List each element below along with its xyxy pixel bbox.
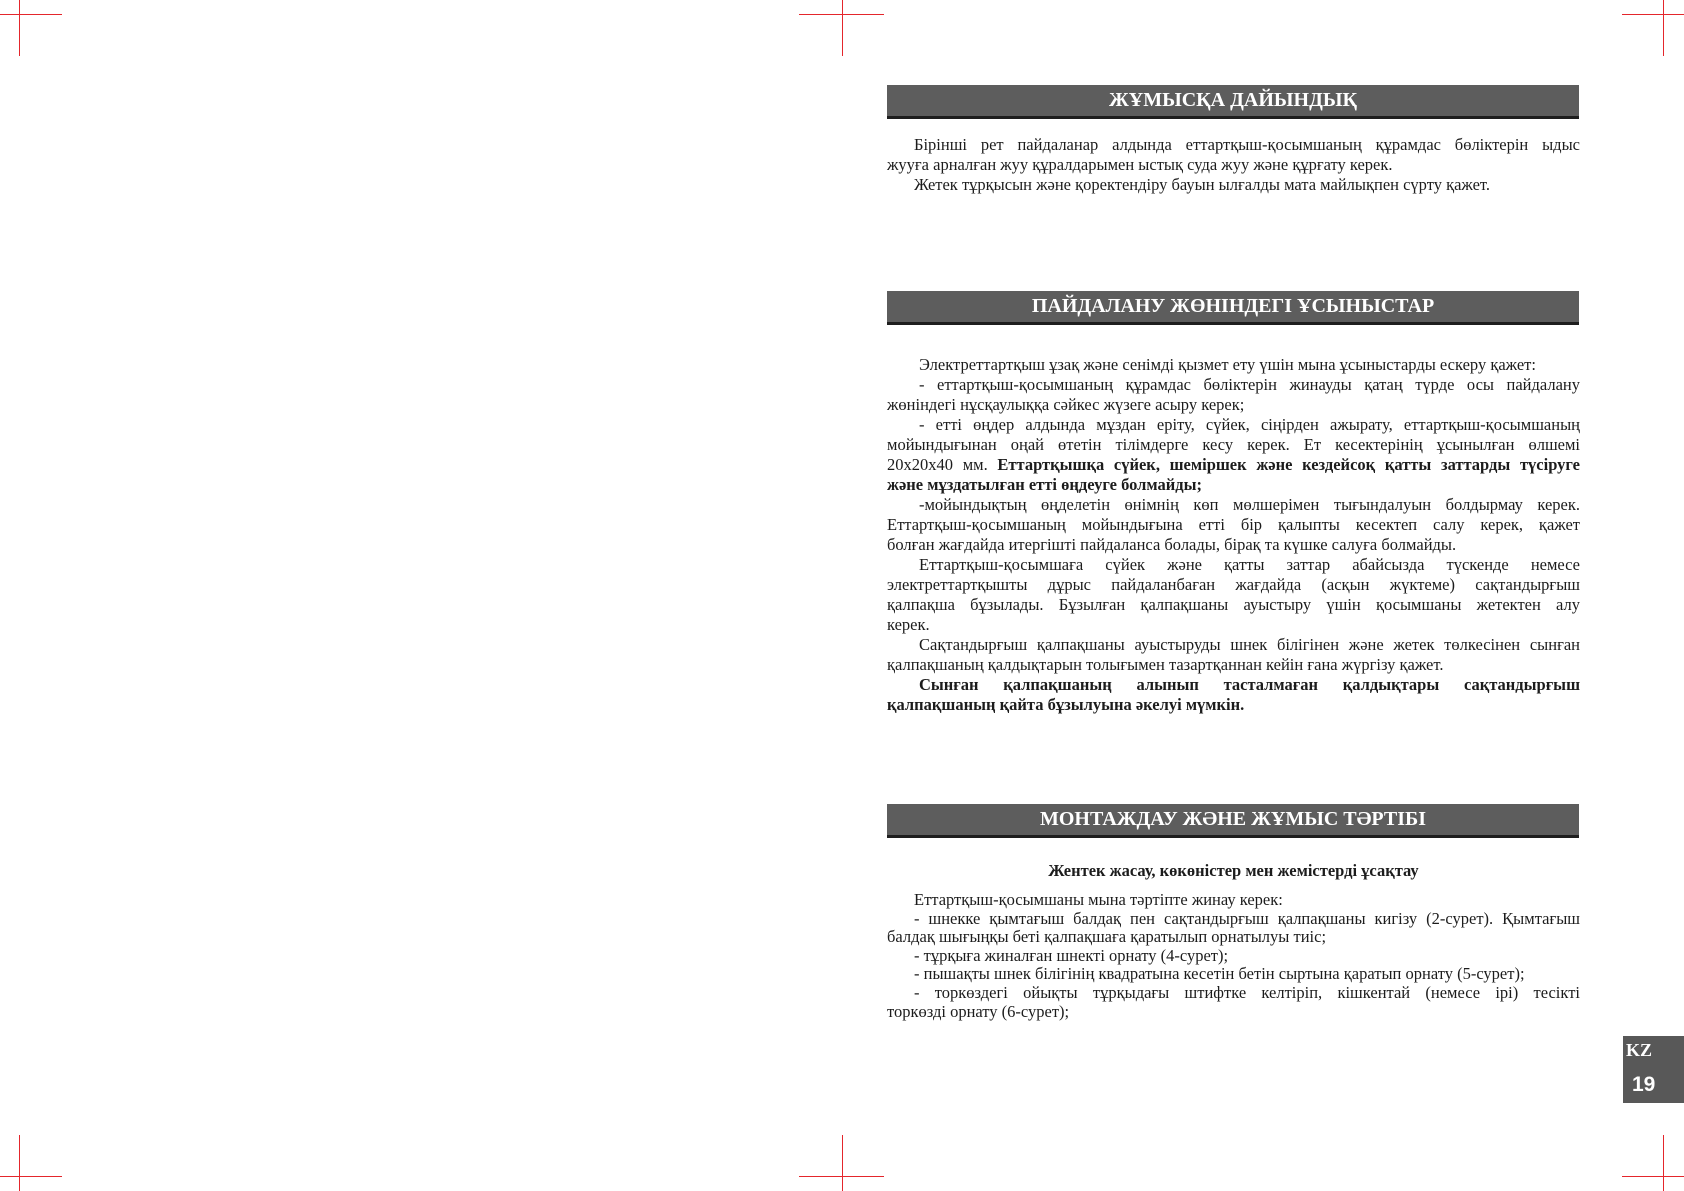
text-line: қалпақша бұзылады. Бұзылған қалпақшаны ауыстыру үшін қосымшаны жетектен алу — [887, 595, 1580, 614]
text-line: - тұрқыға жиналған шнекті орнату (4-сурет); — [914, 945, 1229, 965]
text-line: - еттартқыш-қосымшаның құрамдас бөліктерін жинауды қатаң түрде осы пайдалану — [919, 375, 1580, 394]
crop-mark — [19, 1135, 20, 1191]
crop-mark — [0, 14, 62, 15]
text-line: қалпақшаның қалдықтарын толығымен тазартқаннан кейін ғана жүргізу қажет. — [887, 655, 1444, 674]
text-line: керек. — [887, 615, 930, 634]
text-line: Бірінші рет пайдаланар алдында еттартқыш-қосымшаның құрамдас бөліктерін ыдыс — [914, 135, 1580, 154]
text-line: - торкөздегі ойықты тұрқыдағы штифтке келтіріп, кішкентай (немесе ірі) тесікті — [914, 982, 1580, 1002]
text-line: Еттартқыш-қосымшаны мына тәртіпте жинау керек: — [914, 890, 1283, 909]
text-line: электреттартқышты дұрыс пайдаланбаған жағдайда (асқын жүктеме) сақтандырғыш — [887, 575, 1580, 594]
text-line: Электреттартқыш ұзақ және сенімді қызмет ету үшін мына ұсыныстарды ескеру қажет: — [919, 355, 1536, 374]
crop-mark — [1622, 1176, 1684, 1177]
text-line-bold: және мұздатылған етті өңдеуге болмайды; — [887, 475, 1203, 494]
text-line: -мойындықтың өңделетін өнімнің көп мөлшерімен тығындалуын болдырмау керек. — [919, 495, 1580, 514]
section-title: ЖҰМЫСҚА ДАЙЫНДЫҚ — [1109, 89, 1357, 111]
crop-mark — [842, 0, 843, 56]
crop-mark — [0, 1176, 62, 1177]
section-subtitle: Жентек жасау, көкөністер мен жемістерді ұсақтау — [1048, 861, 1419, 880]
section-header-recommendations — [887, 291, 1579, 325]
crop-mark — [1663, 0, 1664, 56]
language-code: KZ — [1626, 1040, 1653, 1060]
text-line: Еттартқыш-қосымшаның мойындығына етті бір қалыпты кесектеп салу керек, қажет — [887, 515, 1580, 534]
text-line: жууға арналған жуу құралдарымен ыстық суда жуу және құрғату керек. — [887, 155, 1393, 174]
text-line: балдақ шығыңқы беті қалпақшаға қаратылып орнатылуы тиіс; — [887, 927, 1327, 947]
crop-mark — [842, 1135, 843, 1191]
text-line-bold: Сынған қалпақшаның алынып тасталмаған қалдықтары сақтандырғыш — [919, 675, 1580, 694]
section-header-preparation — [887, 85, 1579, 119]
text-line: Еттартқыш-қосымшаға сүйек және қатты заттар абайсызда түскенде немесе — [919, 555, 1580, 574]
text-line: Сақтандырғыш қалпақшаны ауыстыруды шнек білігінен және жетек төлкесінен сынған — [919, 635, 1580, 654]
text-segment: 20х20х40 мм. — [887, 455, 988, 474]
text-line: - пышақты шнек білігінің квадратына кесетін бетін сыртына қаратып орнату (5-сурет); — [914, 964, 1525, 984]
text-line: мойындығынан оңай өтетін тілімдерге кесу керек. Ет кесектерінің ұсынылған өлшемі — [887, 435, 1580, 454]
crop-mark — [1622, 14, 1684, 15]
section-title: МОНТАЖДАУ ЖӘНЕ ЖҰМЫС ТӘРТІБІ — [1039, 808, 1426, 830]
text-line: болған жағдайда итергішті пайдаланса болады, бірақ та күшке салуға болмайды. — [887, 535, 1457, 554]
crop-mark — [19, 0, 20, 56]
text-line: торкөзді орнату (6-сурет); — [887, 1001, 1070, 1021]
page-tab — [1623, 1036, 1684, 1103]
section-header-assembly — [887, 804, 1579, 838]
section-body-recommendations — [887, 355, 1580, 715]
text-line: Жетек тұрқысын және қоректендіру бауын ылғалды мата майлықпен сүрту қажет. — [914, 175, 1491, 194]
section-body-assembly — [887, 891, 1580, 1021]
section-body-preparation — [887, 135, 1580, 195]
text-line: - шнекке қымтағыш балдақ пен сақтандырғыш қалпақшаны кигізу (2-сурет). Қымтағыш — [914, 908, 1580, 928]
text-line-mixed — [887, 455, 1580, 475]
text-line-bold: қалпақшаның қайта бұзылуына әкелуі мүмкін. — [887, 695, 1245, 714]
section-subtitle-assembly — [887, 861, 1580, 881]
section-title: ПАЙДАЛАНУ ЖӨНІНДЕГІ ҰСЫНЫСТАР — [1031, 295, 1435, 317]
page-number: 19 — [1632, 1073, 1656, 1096]
text-line: - етті өңдер алдында мұздан еріту, сүйек, сіңірден ажырату, еттартқыш-қосымшаның — [919, 415, 1580, 434]
text-line: жөніндегі нұсқаулыққа сәйкес жүзеге асыру керек; — [887, 395, 1245, 414]
crop-mark — [1663, 1135, 1664, 1191]
text-segment-bold: Еттартқышқа сүйек, шеміршек және кездейсоқ қатты заттарды түсіруге — [997, 455, 1581, 474]
